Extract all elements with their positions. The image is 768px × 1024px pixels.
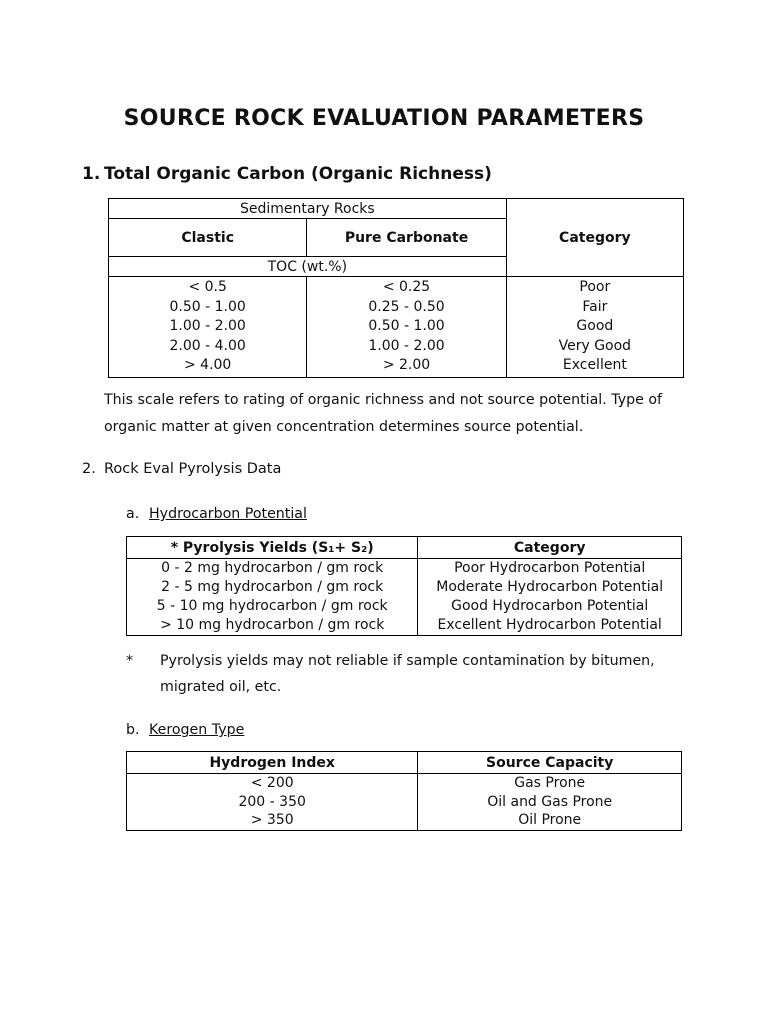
- toc-note-paragraph: This scale refers to rating of organic richness and not source potential. Type of organic matter at given concentration determines source potential.: [104, 392, 663, 435]
- page-title: SOURCE ROCK EVALUATION PARAMETERS: [123, 106, 645, 131]
- toc-category-values: [506, 277, 683, 378]
- toc-group-header: Sedimentary Rocks: [109, 199, 507, 219]
- section1-number: 1.: [82, 164, 101, 184]
- table-cell: 0.50 - 1.00: [368, 318, 445, 334]
- table-cell: Moderate Hydrocarbon Potential: [436, 579, 664, 595]
- table-cell: Good: [576, 318, 614, 334]
- table-cell: 2.00 - 4.00: [169, 337, 246, 354]
- pyrolysis-yields-header: * Pyrolysis Yields (S₁+ S₂): [127, 537, 418, 559]
- toc-unit-row: TOC (wt.%): [109, 257, 507, 277]
- pyrolysis-yields-values: [127, 559, 418, 636]
- table-cell: 1.00 - 2.00: [368, 337, 445, 354]
- table-cell: 200 - 350: [238, 793, 306, 810]
- table-cell: 5 - 10 mg hydrocarbon / gm rock: [156, 598, 388, 614]
- table-cell: Poor: [579, 279, 611, 295]
- subsection-a-label: Hydrocarbon Potential: [149, 506, 307, 522]
- table-cell: > 4.00: [183, 357, 232, 373]
- toc-clastic-values: [109, 277, 307, 378]
- section2-heading-text: Rock Eval Pyrolysis Data: [104, 461, 282, 477]
- table-cell: > 2.00: [382, 357, 431, 373]
- hydrogen-index-values: [127, 774, 418, 831]
- footnote-text: Pyrolysis yields may not reliable if sample contamination by bitumen, migrated oil, etc.: [160, 653, 655, 695]
- table-cell: Good Hydrocarbon Potential: [451, 598, 649, 614]
- source-capacity-header: Source Capacity: [418, 752, 682, 774]
- table-cell: Oil and Gas Prone: [487, 793, 613, 810]
- table-cell: Excellent Hydrocarbon Potential: [437, 617, 662, 633]
- table-cell: 2 - 5 mg hydrocarbon / gm rock: [161, 579, 384, 595]
- toc-table: [108, 198, 684, 378]
- subsection-a-letter: a.: [126, 506, 140, 522]
- table-cell: > 350: [250, 812, 294, 828]
- pyrolysis-table: [126, 536, 682, 636]
- table-cell: < 0.5: [188, 279, 227, 295]
- toc-category-header: Category: [506, 199, 683, 277]
- section1-heading: [82, 164, 492, 184]
- table-cell: < 200: [250, 775, 294, 791]
- subsection-b-letter: b.: [126, 722, 140, 738]
- section1-heading-text: Total Organic Carbon (Organic Richness): [104, 164, 492, 184]
- hydrogen-index-header: Hydrogen Index: [127, 752, 418, 774]
- pyrolysis-category-header: Category: [418, 537, 682, 559]
- table-cell: Oil Prone: [518, 812, 582, 828]
- table-cell: 0 - 2 mg hydrocarbon / gm rock: [161, 560, 384, 576]
- table-cell: Excellent: [562, 357, 627, 373]
- table-cell: 0.25 - 0.50: [368, 298, 445, 315]
- table-cell: < 0.25: [382, 279, 431, 295]
- table-cell: Very Good: [558, 337, 632, 354]
- source-capacity-values: [418, 774, 682, 831]
- kerogen-table: [126, 751, 682, 831]
- table-cell: > 10 mg hydrocarbon / gm rock: [160, 617, 385, 633]
- section2-number: 2.: [82, 461, 96, 477]
- footnote-marker: *: [126, 653, 134, 669]
- table-cell: Gas Prone: [514, 775, 586, 791]
- toc-carbonate-values: [307, 277, 506, 378]
- toc-clastic-header: Clastic: [109, 219, 307, 257]
- table-cell: Fair: [582, 298, 608, 315]
- subsection-a-heading: [126, 506, 307, 522]
- toc-carbonate-header: Pure Carbonate: [307, 219, 506, 257]
- subsection-b-label: Kerogen Type: [149, 722, 245, 738]
- pyrolysis-footnote: [126, 648, 696, 700]
- pyrolysis-category-values: [418, 559, 682, 636]
- subsection-b-heading: [126, 722, 244, 738]
- table-cell: 1.00 - 2.00: [169, 318, 246, 334]
- section2-heading: [82, 461, 281, 477]
- table-cell: Poor Hydrocarbon Potential: [454, 560, 646, 576]
- table-cell: 0.50 - 1.00: [169, 298, 246, 315]
